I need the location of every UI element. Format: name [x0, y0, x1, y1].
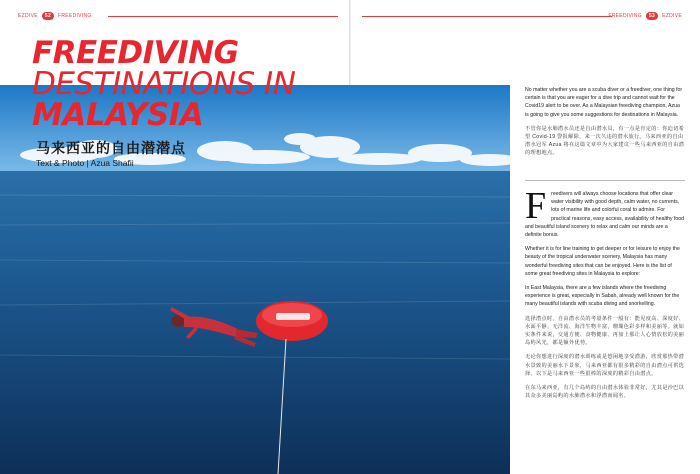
- intro-block: [525, 86, 685, 164]
- brand-left: EZDIVE: [18, 13, 38, 19]
- drop-cap: F: [525, 185, 547, 227]
- article-title: [32, 35, 296, 133]
- title-line-3: MALAYSIA: [32, 97, 204, 133]
- body-chinese-2: 无论你想进行深度的潜水训练或是悠闲地享受潜游，欣赏那热带潜水景致的美丽水下景象，马来西亚都有很多精彩的自由潜点可供选择。以下是马来西亚一些很棒的深度的精彩自由潜点。: [525, 354, 685, 377]
- body-chinese-3: 在东马来西亚，有几个岛屿的自由潜水体验非常好，尤其是沙巴以其众多美丽岛屿的水肺潜水和浮潜而闻名。: [525, 385, 685, 400]
- brand-right: EZDIVE: [662, 13, 682, 19]
- header-rule-left: [108, 16, 338, 17]
- chinese-title: 马来西亚的自由潜潜点: [36, 141, 186, 157]
- body-paragraph-2: Whether it is for line training to get deeper or for leisure to enjoy the beauty of the tropical underwater scenery, Malaysia has many wonderful freediving sites that can be enjoyed. Here is the list of some great freediving sites in Malaysia to explore:: [525, 246, 680, 277]
- section-left: FREEDIVING: [58, 13, 92, 19]
- body-block: [525, 185, 685, 406]
- section-right: FREEDIVING: [608, 13, 642, 19]
- column-divider: [525, 180, 685, 181]
- header-left: [18, 10, 92, 22]
- byline: Text & Photo | Azua Shafii: [36, 158, 134, 168]
- body-chinese-1: 选择潜点时，自由潜水员的考量条件一般有：能见度高、深度好、水面平静、无洋流、海洋生物丰富，珊瑚色彩多样和美丽等。就如实条件来说，交通方便、食物健康、再加上那让人心情放松的美丽岛屿风光，都是额外优势。: [525, 315, 685, 347]
- intro-english: No matter whether you are a scuba diver or a freediver, one thing for certain is that you are eager for a dive trip and cannot wait for the Covid19 alert to be over. As a Malaysian freediving champion, Azua is going to give you some suggestions for destinations in Malaysia.: [525, 87, 683, 118]
- title-line-1: FREEDIVING: [32, 35, 239, 71]
- header-rule-right: [362, 16, 612, 17]
- page-number-left: 52: [42, 12, 54, 20]
- body-paragraph-1: Freedivers will always choose locations that offer clear water visibility with good depth, calm water, no currents, lots of marine life and colorful coral to admire. For practical reasons, easy access, availability of healthy food and beautiful island scenery to relax and calm our minds are a definite bonus.: [525, 185, 685, 239]
- body-paragraph-3: In East Malaysia, there are a few islands where the freediving experience is great, especially in Sabah, already well known for the many beautiful islands with scuba diving and snorkelling.: [525, 285, 680, 308]
- page-number-right: 53: [646, 12, 658, 20]
- header-right: [608, 10, 682, 22]
- intro-chinese: 不管你是水肺潜水员还是自由潜水员，有一点是肯定的：你迫切希望 Covid-19 警报解除，来一次久违的潜水旅行。马来西亚的自由潜水冠军 Azua 将在这篇文章中为大家建议一些马来西亚的自由潜的理想地点。: [525, 125, 685, 157]
- title-line-2: DESTINATIONS IN: [32, 66, 296, 102]
